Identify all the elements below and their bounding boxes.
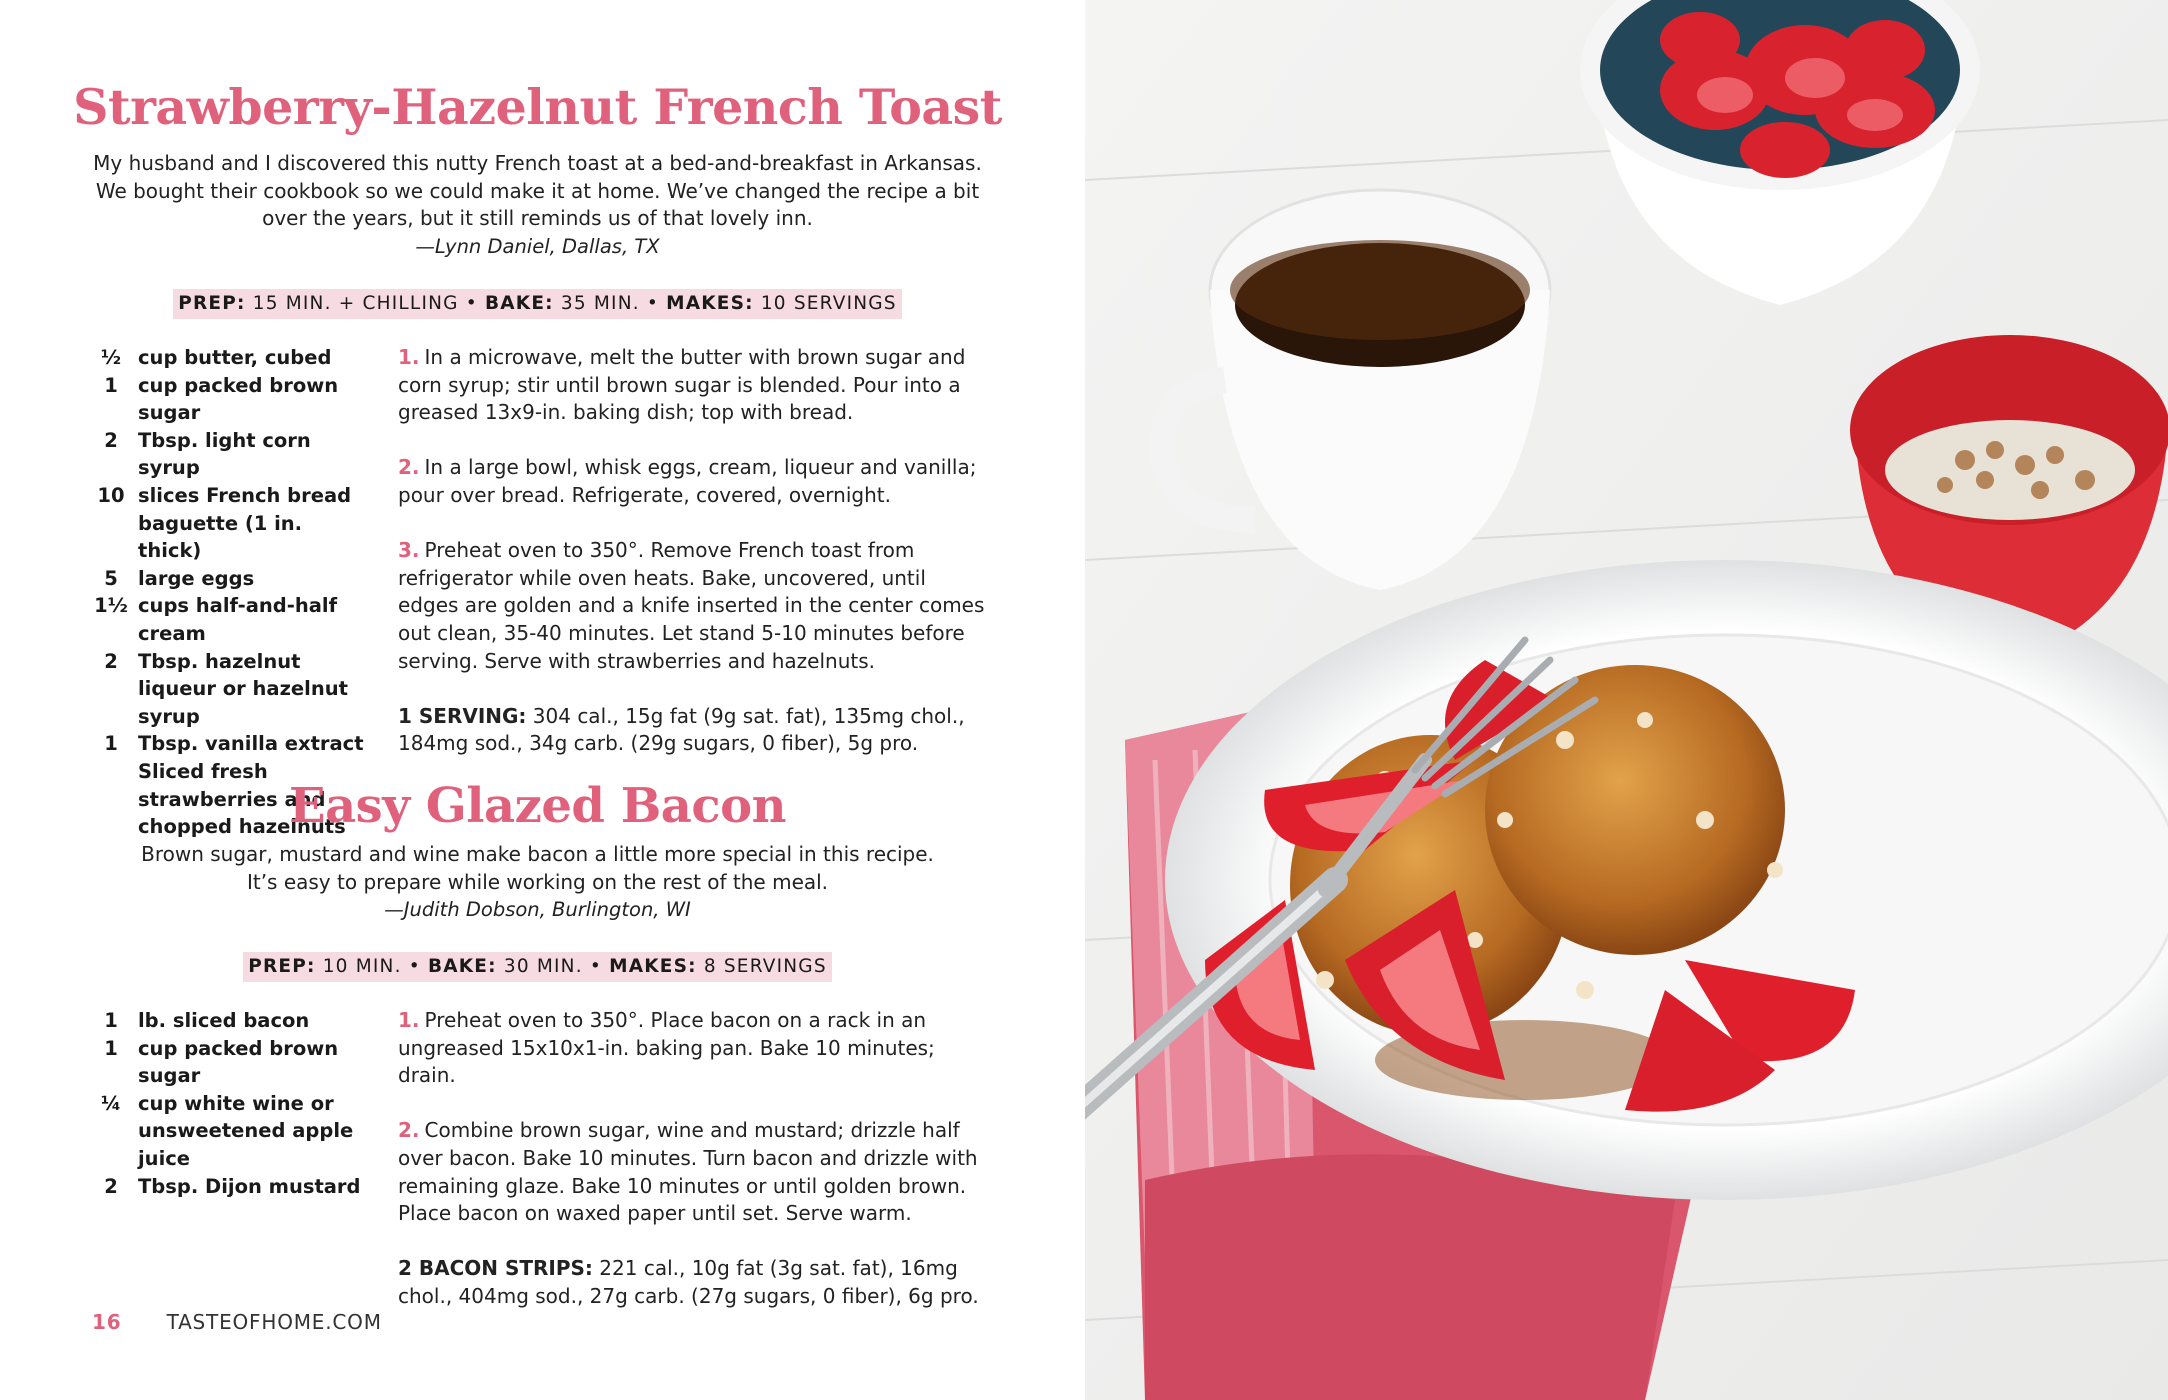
directions-french-toast: [398, 344, 988, 758]
ingredient-item: [92, 592, 367, 647]
step-number: 3.: [398, 538, 420, 563]
ingredient-text: Tbsp. vanilla extract: [138, 732, 364, 756]
ingredient-qty: ½: [100, 346, 122, 369]
ingredient-item: [92, 565, 367, 593]
recipe-meta-glazed-bacon: [0, 952, 1075, 982]
intro-line: over the years, but it still reminds us of that lovely inn.: [262, 206, 813, 231]
ingredient-item: [92, 1035, 367, 1090]
nutrition-text: 221 cal., 10g fat (3g sat. fat), 16mg chol., 404mg sod., 27g carb. (27g sugars, 0 fiber), 6g pro.: [398, 1256, 979, 1308]
step-number: 2.: [398, 455, 420, 480]
makes-value: 8 SERVINGS: [703, 956, 827, 977]
step-text: Combine brown sugar, wine and mustard; drizzle half over bacon. Bake 10 minutes. Turn bacon and drizzle with remaining glaze. Bake 10 minutes or until golden brown. Place bacon on waxed paper until set. Serve warm.: [398, 1118, 978, 1226]
recipe-author: —Judith Dobson, Burlington, WI: [384, 898, 691, 922]
step-number: 1.: [398, 1008, 420, 1032]
ingredient-item: [92, 1090, 367, 1173]
ingredient-list-glazed-bacon: [92, 1007, 367, 1200]
ingredient-qty: 1: [104, 373, 118, 397]
food-photo-illustration: [1085, 0, 2168, 1400]
step-text: Preheat oven to 350°. Place bacon on a rack in an ungreased 15x10x1-in. baking pan. Bake 10 minutes; drain.: [398, 1008, 935, 1088]
step-number: 2.: [398, 1118, 420, 1143]
ingredient-item: [92, 648, 367, 731]
ingredient-item: [92, 482, 367, 565]
meta-bar: [173, 289, 902, 319]
ingredient-item: [92, 730, 367, 758]
ingredient-text: cup white wine or unsweetened apple juice: [138, 1091, 354, 1170]
recipe-meta-french-toast: [0, 289, 1075, 319]
prep-value: 10 MIN. •: [322, 956, 421, 977]
intro-line: Brown sugar, mustard and wine make bacon a little more special in this recipe.: [141, 842, 934, 866]
nutrition-facts: [398, 703, 988, 758]
ingredient-qty: 5: [104, 566, 118, 590]
direction-step: [398, 1117, 988, 1227]
ingredient-qty: ¼: [100, 1091, 122, 1115]
meta-bar: [243, 952, 832, 982]
ingredient-text: large eggs: [138, 566, 255, 590]
direction-step: [398, 537, 988, 675]
ingredient-item: [92, 1173, 367, 1201]
ingredient-text: cup packed brown sugar: [138, 373, 339, 425]
intro-line: It’s easy to prepare while working on the rest of the meal.: [246, 869, 829, 894]
step-text: Preheat oven to 350°. Remove French toast from refrigerator while oven heats. Bake, uncovered, until edges are golden and a knife inserted in the center comes out clean, 35-40 minutes. Let stand 5-10 minutes before serving. Serve with strawberries and hazelnuts.: [398, 538, 985, 673]
recipe-title-french-toast: Strawberry-Hazelnut French Toast: [73, 78, 1002, 136]
ingredient-text: Tbsp. Dijon mustard: [138, 1174, 361, 1198]
ingredient-item: [92, 372, 367, 427]
step-text: In a microwave, melt the butter with brown sugar and corn syrup; stir until brown sugar is blended. Pour into a greased 13x9-in. baking dish; top with bread.: [398, 345, 966, 425]
makes-label: MAKES:: [666, 293, 754, 314]
food-photo: [1085, 0, 2168, 1400]
makes-value: 10 SERVINGS: [760, 293, 897, 314]
recipe-intro-glazed-bacon: [60, 841, 1015, 924]
ingredient-text: lb. sliced bacon: [138, 1009, 310, 1032]
ingredient-text: Tbsp. light corn syrup: [138, 428, 311, 480]
bake-value: 30 MIN. •: [503, 956, 602, 977]
bake-label: BAKE:: [427, 956, 497, 977]
ingredient-qty: 2: [104, 428, 118, 452]
ingredient-item: [92, 427, 367, 482]
page-number: 16: [92, 1310, 122, 1334]
intro-line: We bought their cookbook so we could make it at home. We’ve changed the recipe a bit: [95, 178, 980, 203]
ingredient-text: Tbsp. hazelnut liqueur or hazelnut syrup: [138, 649, 348, 728]
ingredient-item: [92, 344, 367, 372]
step-number: 1.: [398, 345, 420, 369]
ingredient-qty: 2: [104, 649, 118, 673]
nutrition-label: 2 BACON STRIPS:: [398, 1256, 593, 1281]
ingredient-qty: 2: [104, 1174, 118, 1198]
site-name: TASTEOFHOME.COM: [166, 1310, 382, 1334]
ingredient-item: [92, 1007, 367, 1035]
directions-glazed-bacon: [398, 1007, 988, 1311]
page-footer: [92, 1310, 382, 1334]
recipe-title-glazed-bacon: Easy Glazed Bacon: [288, 778, 787, 834]
ingredient-text: cup packed brown sugar: [138, 1036, 339, 1088]
ingredient-text: cup butter, cubed: [138, 346, 332, 369]
ingredient-qty: 1: [104, 1009, 118, 1032]
bake-value: 35 MIN. •: [560, 293, 660, 314]
direction-step: [398, 454, 988, 509]
ingredient-list-french-toast: [92, 344, 367, 841]
ingredient-text: Sliced fresh strawberries and chopped hazelnuts: [138, 759, 346, 839]
ingredient-text: slices French bread baguette (1 in. thick): [138, 483, 352, 563]
prep-label: PREP:: [178, 293, 246, 314]
ingredient-qty: 1: [104, 732, 118, 756]
nutrition-text: 304 cal., 15g fat (9g sat. fat), 135mg chol., 184mg sod., 34g carb. (29g sugars, 0 fiber), 5g pro.: [398, 703, 965, 756]
ingredient-qty: 1½: [94, 594, 128, 618]
prep-label: PREP:: [248, 956, 316, 977]
ingredient-qty: 1: [104, 1036, 118, 1060]
recipe-intro-french-toast: [60, 150, 1015, 260]
makes-label: MAKES:: [609, 956, 697, 977]
ingredient-text: cups half-and-half cream: [138, 594, 338, 645]
direction-step: [398, 344, 988, 427]
recipe-author: —Lynn Daniel, Dallas, TX: [415, 234, 660, 258]
intro-line: My husband and I discovered this nutty French toast at a bed-and-breakfast in Arkansas.: [93, 151, 982, 175]
ingredient-qty: 10: [97, 483, 125, 507]
nutrition-label: 1 SERVING:: [398, 703, 527, 728]
prep-value: 15 MIN. + CHILLING •: [252, 293, 478, 314]
step-text: In a large bowl, whisk eggs, cream, liqueur and vanilla; pour over bread. Refrigerate, covered, overnight.: [398, 455, 977, 507]
bake-label: BAKE:: [484, 293, 554, 314]
nutrition-facts: [398, 1255, 988, 1310]
direction-step: [398, 1007, 988, 1090]
